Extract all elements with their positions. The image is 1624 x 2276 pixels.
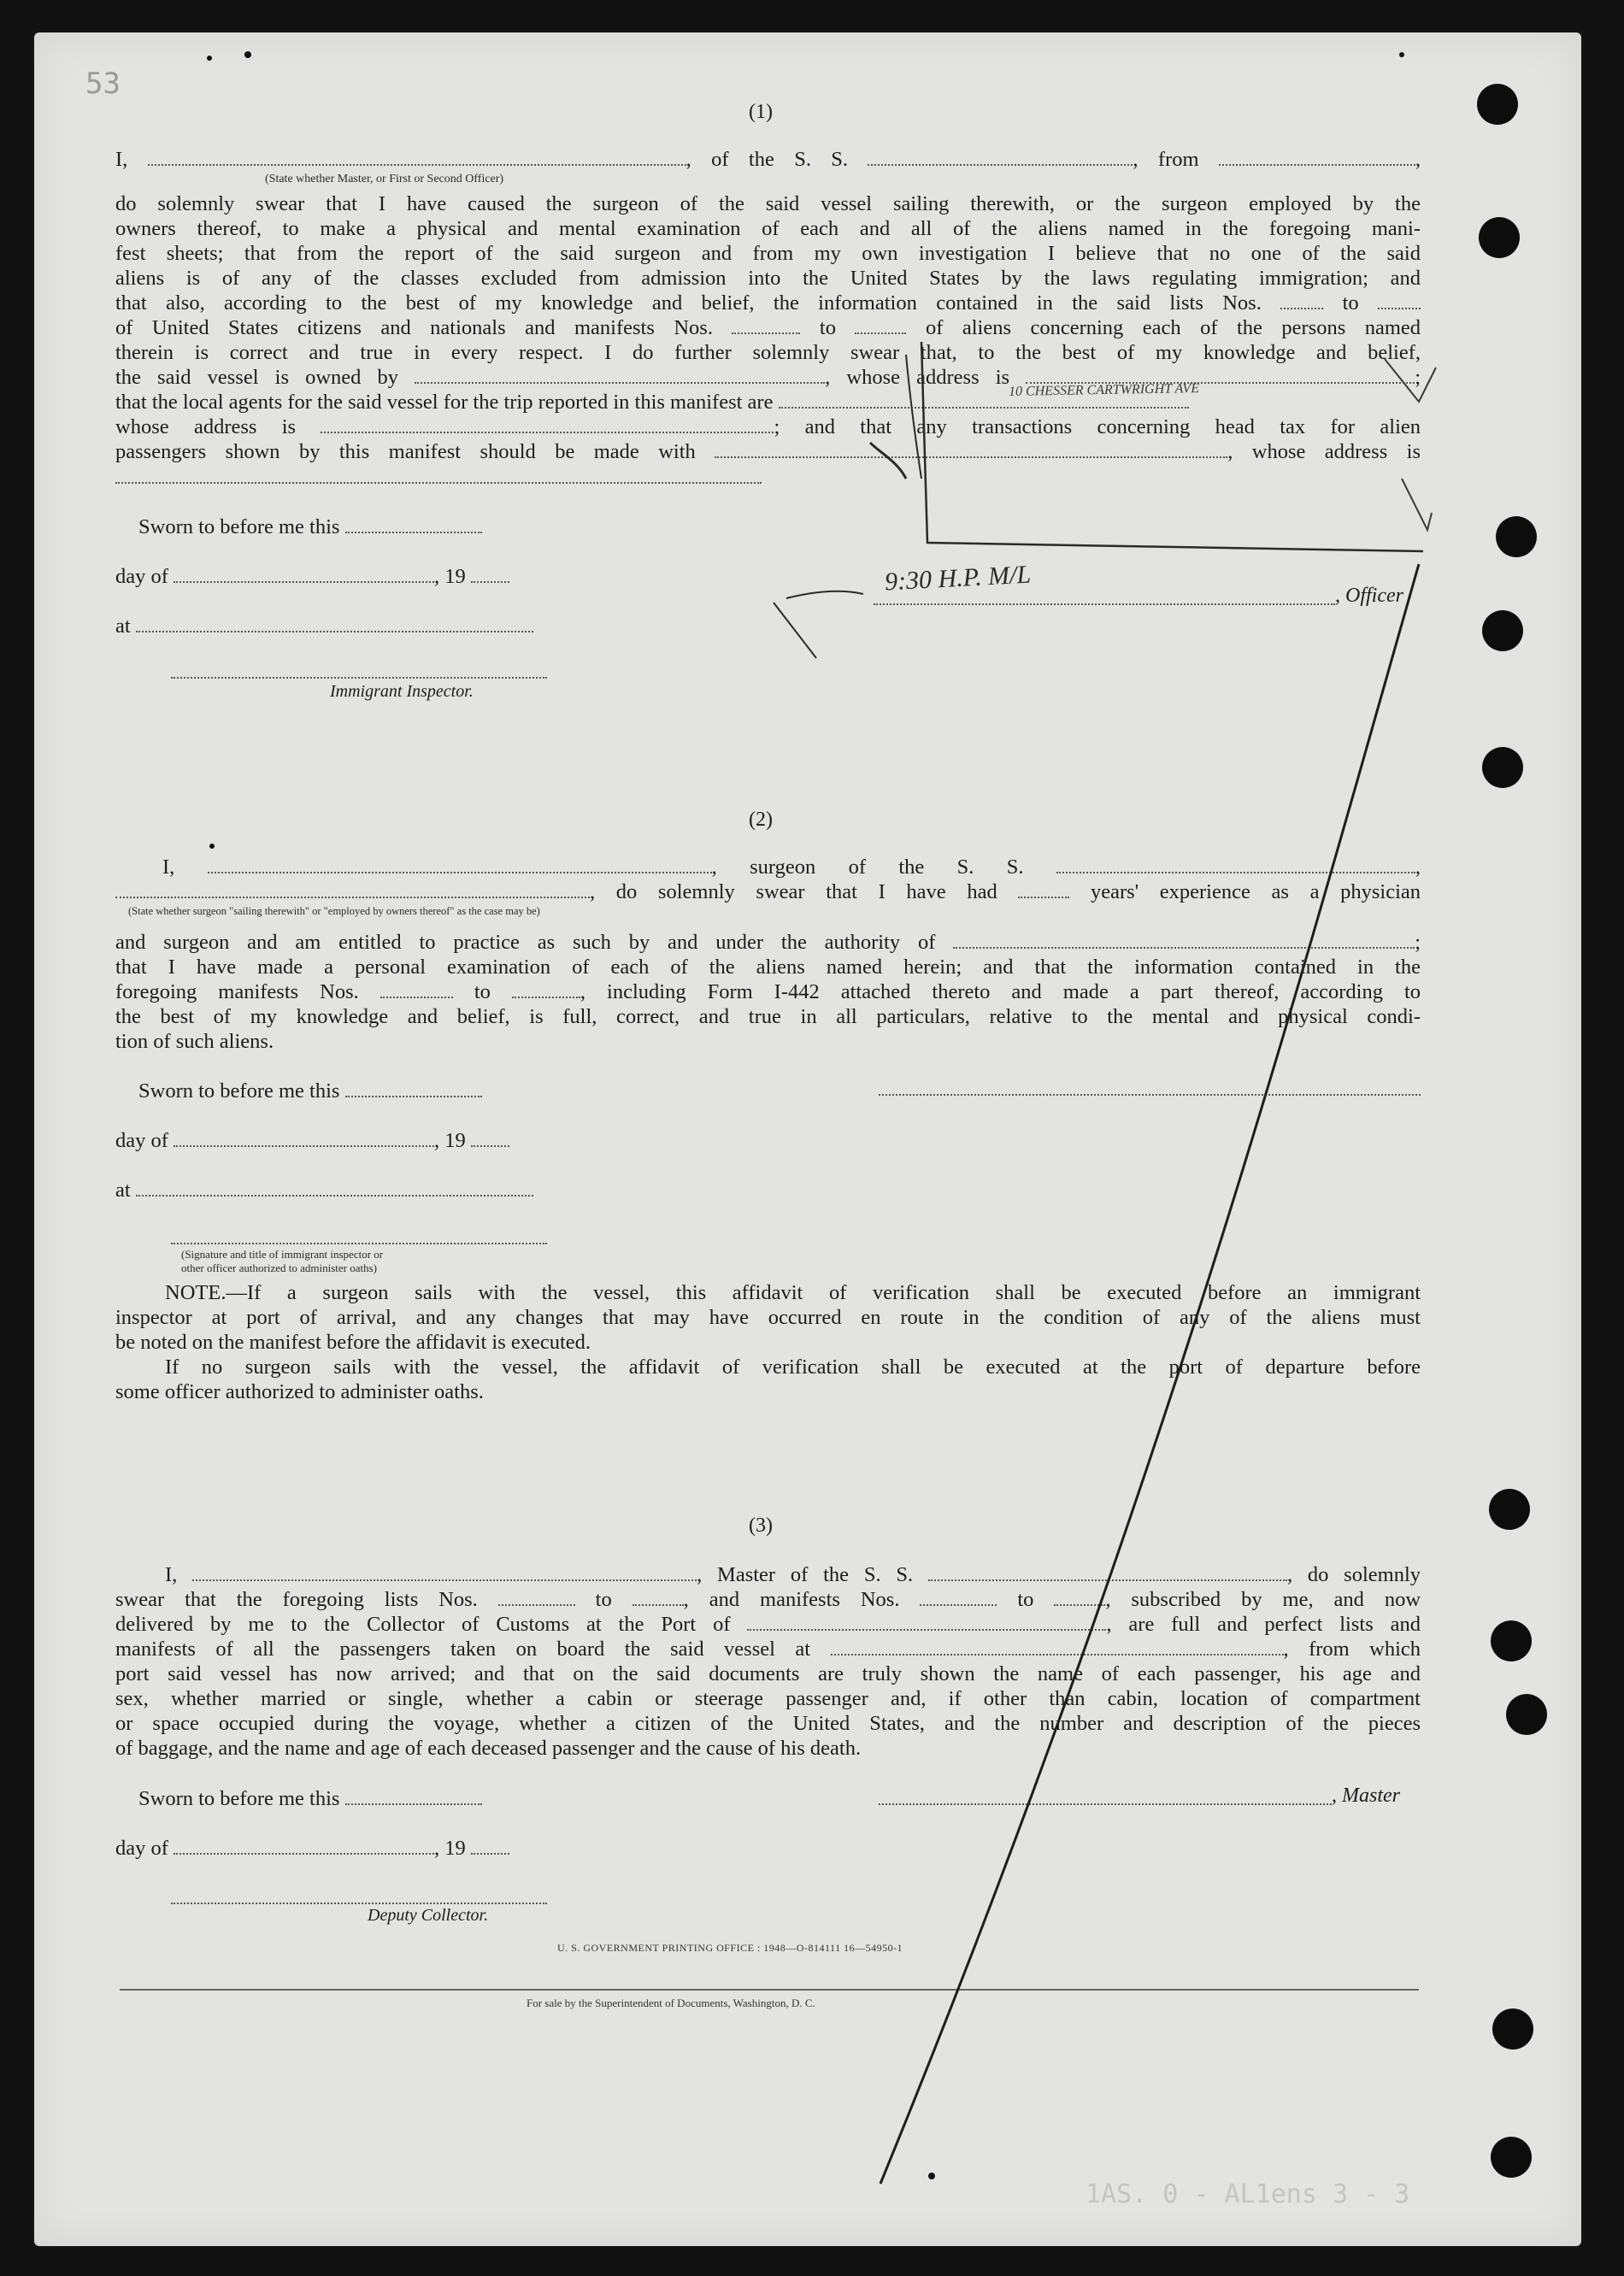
continuation-line[interactable] [115,482,762,484]
day-of-line-2: day of , 19 [115,1128,594,1153]
lists-to-field[interactable] [1378,291,1421,309]
surgeon-name-field[interactable] [208,855,712,873]
from-port-field[interactable] [1219,147,1415,166]
year-field-3[interactable] [471,1836,509,1855]
sworn-date-field-2[interactable] [345,1079,482,1097]
section-1-line-3: owners thereof, to make a physical and mental examination of each and all of the aliens named in the foregoing mani- [115,217,1421,240]
section-1-line-4: fest sheets; that from the report of the said surgeon and from my own investigation I believe that no one of the said [115,242,1421,265]
printing-office-line: U. S. GOVERNMENT PRINTING OFFICE : 1948—O-814111 16—54950-1 [557,1942,903,1954]
note-line-1: NOTE.—If a surgeon sails with the vessel, this affidavit of verification shall be executed before an immigrant [165,1281,1421,1304]
section-2-line-4: that I have made a personal examination of each of the aliens named herein; and that the information contained in the [115,956,1421,979]
note-line-4: If no surgeon sails with the vessel, the affidavit of verification shall be executed at the port of departure before [165,1356,1421,1379]
master-name-field[interactable] [192,1562,697,1581]
officer-rank-caption: (State whether Master, or First or Second Officer) [265,173,504,185]
deputy-collector-label: Deputy Collector. [368,1906,489,1925]
sworn-line-2: Sworn to before me this [138,1079,566,1103]
section-1-line-7: of United States citizens and nationals and manifests Nos. to of aliens concerning each of the persons named [115,316,1421,339]
section-3-line-6: sex, whether married or single, whether a cabin or steerage passenger and, if other than cabin, location of compartment [115,1687,1421,1710]
master-label: , Master [1332,1785,1400,1807]
manifests-to-field[interactable] [855,315,906,334]
section-2-line-2: , do solemnly swear that I have had years' experience as a physician [115,879,1421,904]
section-3-line-7: or space occupied during the voyage, whether a citizen of the United States, and the number and description of the pieces [115,1712,1421,1735]
at-line-2: at [115,1178,594,1203]
master-manifests-to-field[interactable] [1054,1587,1105,1606]
section-3-line-1: I, , Master of the S. S. , do solemnly [165,1563,1421,1586]
section-2-line-1: I, , surgeon of the S. S. , [162,856,1421,879]
at-field-1[interactable] [136,614,533,632]
handwritten-officer-signature: 9:30 H.P. M/L [884,560,1032,597]
inspector-signature-line[interactable] [171,677,547,679]
oath-officer-signature-line[interactable] [171,1243,547,1244]
at-field-2[interactable] [136,1178,533,1197]
section-1-line-2: do solemnly swear that I have caused the surgeon of the said vessel sailing therewith, or the surgeon employed by the [115,192,1421,215]
years-experience-field[interactable] [1018,879,1069,898]
section-2-line-3: and surgeon and am entitled to practice as such by and under the authority of ; [115,931,1421,954]
section-1-line-5: aliens is of any of the classes excluded from admission into the United States by the laws regulating immigration; and [115,267,1421,290]
section-1-heading: (1) [749,101,773,123]
lists-from-field[interactable] [1280,291,1323,309]
port-of-arrival-field[interactable] [747,1612,1106,1631]
section-3-line-2: swear that the foregoing lists Nos. to , and manifests Nos. to , subscribed by me, and now [115,1588,1421,1611]
section-1-line-12: passengers shown by this manifest should be made with , whose address is [115,440,1421,463]
officer-label: , Officer [1335,585,1403,607]
signature-caption-2: other officer authorized to administer oaths) [181,1262,377,1274]
master-lists-from-field[interactable] [498,1587,575,1606]
surgeon-vessel-field[interactable] [1056,855,1415,873]
master-manifests-from-field[interactable] [920,1587,997,1606]
section-3-line-4: manifests of all the passengers taken on board the said vessel at , from which [115,1638,1421,1661]
day-of-line-3: day of , 19 [115,1836,594,1861]
year-field-2[interactable] [471,1128,509,1147]
day-of-line-1: day of , 19 [115,564,594,589]
section-2-line-7: tion of such aliens. [115,1030,274,1053]
binder-hole [1482,747,1523,788]
day-of-field-3[interactable] [174,1836,434,1855]
binder-hole [1492,2008,1533,2050]
master-signature-line[interactable] [879,1803,1332,1805]
binder-hole [1496,516,1537,557]
section-3-line-3: delivered by me to the Collector of Customs at the Port of , are full and perfect lists and [115,1613,1421,1636]
agents-address-field[interactable] [321,415,774,433]
sale-notice: For sale by the Superintendent of Documents, Washington, D. C. [527,1997,815,2009]
day-of-field-2[interactable] [174,1128,434,1147]
section-1-line-10: that the local agents for the said vessel for the trip reported in this manifest are [115,390,1421,415]
section-2-line-6: the best of my knowledge and belief, is full, correct, and true in all particulars, relative to the mental and physical condi- [115,1005,1421,1028]
bleed-through-mark: 1AS. 0 - AL1ens 3 - 3 [1086,2179,1410,2209]
surgeon-manifests-to-field[interactable] [512,979,580,998]
section-1-line-6: that also, according to the best of my knowledge and belief, the information contained in the said lists Nos. to [115,291,1421,315]
surgeon-manifests-from-field[interactable] [380,979,453,998]
signature-caption-1: (Signature and title of immigrant inspector or [181,1248,384,1261]
binder-hole [1506,1694,1547,1735]
master-lists-to-field[interactable] [633,1587,684,1606]
section-1-line-1: I, , of the S. S. , from , [115,148,1421,171]
section-2-line-5: foregoing manifests Nos. to , including Form I-442 attached thereto and made a part thereof, according to [115,980,1421,1003]
officer-signature-line[interactable] [874,603,1335,605]
section-1-line-9: the said vessel is owned by , whose address is ; [115,366,1421,389]
head-tax-contact-field[interactable] [715,439,1227,458]
day-of-field-1[interactable] [174,564,434,583]
section-2-heading: (2) [749,809,773,831]
note-line-5: some officer authorized to administer oaths. [115,1380,484,1403]
vessel-name-field[interactable] [868,147,1133,166]
section-1-line-11: whose address is ; and that any transactions concerning head tax for alien [115,415,1421,438]
sworn-line-1: Sworn to before me this [138,515,566,539]
sworn-line-3: Sworn to before me this [138,1786,566,1811]
immigrant-inspector-label: Immigrant Inspector. [330,682,474,701]
owner-field[interactable] [415,365,825,384]
section-3-heading: (3) [749,1514,773,1537]
collector-signature-line[interactable] [171,1903,547,1904]
owner-address-field[interactable] [1026,365,1415,384]
binder-hole [1491,2137,1532,2178]
surgeon-status-caption: (State whether surgeon "sailing therewith" or "employed by owners thereof" as the case may be) [128,905,540,917]
note-line-3: be noted on the manifest before the affidavit is executed. [115,1331,591,1354]
surgeon-status-field[interactable] [115,879,590,898]
binder-hole [1491,1620,1532,1661]
authority-field[interactable] [953,930,1415,949]
note-line-2: inspector at port of arrival, and any changes that may have occurred en route in the condition of any of the aliens must [115,1306,1421,1329]
officer-rank-field[interactable] [148,147,686,166]
manifests-from-field[interactable] [732,315,800,334]
footer-divider [120,1989,1419,1991]
surgeon-signature-line[interactable] [879,1094,1421,1096]
binder-hole [1479,217,1520,258]
port-of-departure-field[interactable] [831,1637,1284,1656]
section-3-line-5: port said vessel has now arrived; and that on the said documents are truly shown the name of each passenger, his age and [115,1662,1421,1685]
section-1-line-8: therein is correct and true in every respect. I do further solemnly swear that, to the best of my knowledge and belief, [115,341,1421,364]
handwritten-owner-address: 10 CHESSER CARTWRIGHT AVE [1008,381,1200,399]
bleed-through-mark: 53 [85,67,121,101]
at-line-1: at [115,614,594,638]
year-field-1[interactable] [471,564,509,583]
binder-hole [1482,610,1523,651]
section-3-line-8: of baggage, and the name and age of each deceased passenger and the cause of his death. [115,1737,862,1760]
master-vessel-field[interactable] [928,1562,1287,1581]
local-agents-field[interactable] [779,390,1189,409]
sworn-date-field-3[interactable] [345,1786,482,1805]
sworn-date-field-1[interactable] [345,515,482,533]
